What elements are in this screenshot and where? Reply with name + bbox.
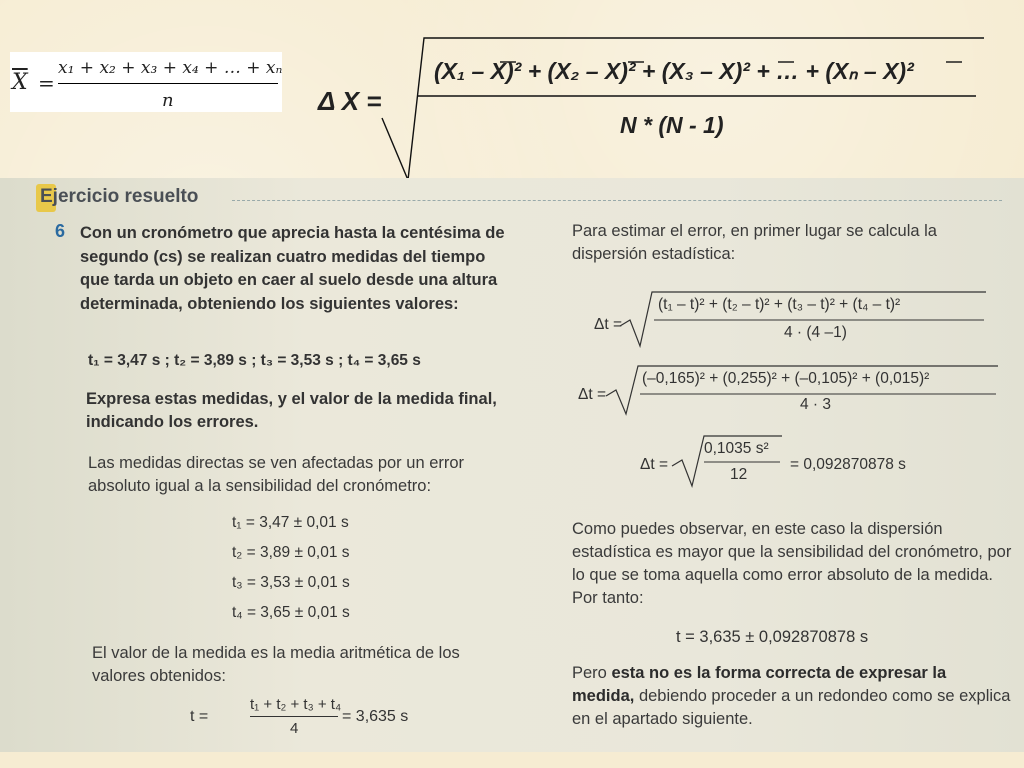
formula3-numerator: 0,1035 s² [704,440,769,457]
formula2-numerator: (–0,165)² + (0,255)² + (–0,105)² + (0,015)² [642,370,930,387]
formula1-denominator: 4 · (4 –1) [784,324,847,341]
exercise-statement: Con un cronómetro que aprecia hasta la centésima de segundo (cs) se realizan cuatro medidas del tiempo que tarda un objeto en caer al suelo desde una altura determinada, obteniendo los siguientes valores: [80,224,505,313]
delta-numerator: (X₁ – X)² + (X₂ – X)² + (X₃ – X)² + … + (Xₙ – X)² [434,58,914,84]
final-paragraph: Pero esta no es la forma correcta de expresar la medida, debiendo proceder a un redondeo como se explica en el apartado siguiente. [572,664,1011,728]
formula2-denominator: 4 · 3 [800,396,832,413]
mean-t-symbol: t = [190,708,209,725]
formula1-lhs: Δt = [594,316,623,333]
dispersion-intro: Para estimar el error, en primer lugar se calcula la dispersión estadística: [572,222,937,263]
mean-t-result: = 3,635 s [342,708,409,725]
direct-measures-paragraph: Las medidas directas se ven afectadas por un error absoluto igual a la sensibilidad del cronómetro: [88,454,465,495]
mean-symbol: $\overline{X}$ [12,70,28,95]
exercise-question: Expresa estas medidas, y el valor de la medida final, indicando los errores. [86,390,497,431]
formula3-result: = 0,092870878 s [790,456,906,473]
measure-2: t₂ = 3,89 ± 0,01 s [232,544,350,561]
measure-4: t₄ = 3,65 ± 0,01 s [232,604,350,621]
observation-paragraph: Como puedes observar, en este caso la dispersión estadística es mayor que la sensibilidad del cronómetro, por lo que se toma aquella como error absoluto de la medida. Por tanto: [572,520,1012,607]
formula3-denominator: 12 [730,466,748,483]
mean-t-numerator: t₁ + t₂ + t₃ + t₄ [250,696,342,713]
exercise-number: 6 [55,221,66,241]
measure-3: t₃ = 3,53 ± 0,01 s [232,574,350,591]
measure-1: t₁ = 3,47 ± 0,01 s [232,514,349,531]
mean-equals: = [38,71,55,95]
delta-denominator: N * (N - 1) [620,112,724,138]
section-title: Ejercicio resuelto [40,186,199,207]
mean-denominator: n [162,90,174,111]
mean-t-denominator: 4 [290,720,299,737]
mean-paragraph: El valor de la medida es la media aritmética de los valores obtenidos: [92,644,460,685]
formula2-lhs: Δt = [578,386,607,403]
formula3-lhs: Δt = [640,456,669,473]
t-result: t = 3,635 ± 0,092870878 s [676,628,869,646]
formula1-numerator: (t₁ – t)² + (t₂ – t)² + (t₃ – t)² + (t₄ – t)² [658,296,901,313]
measured-values: t₁ = 3,47 s ; t₂ = 3,89 s ; t₃ = 3,53 s ; t₄ = 3,65 s [88,352,421,369]
delta-x-label: Δ X = [318,86,382,116]
mean-numerator: x₁ + x₂ + x₃ + x₄ + … + xₙ [58,58,283,78]
